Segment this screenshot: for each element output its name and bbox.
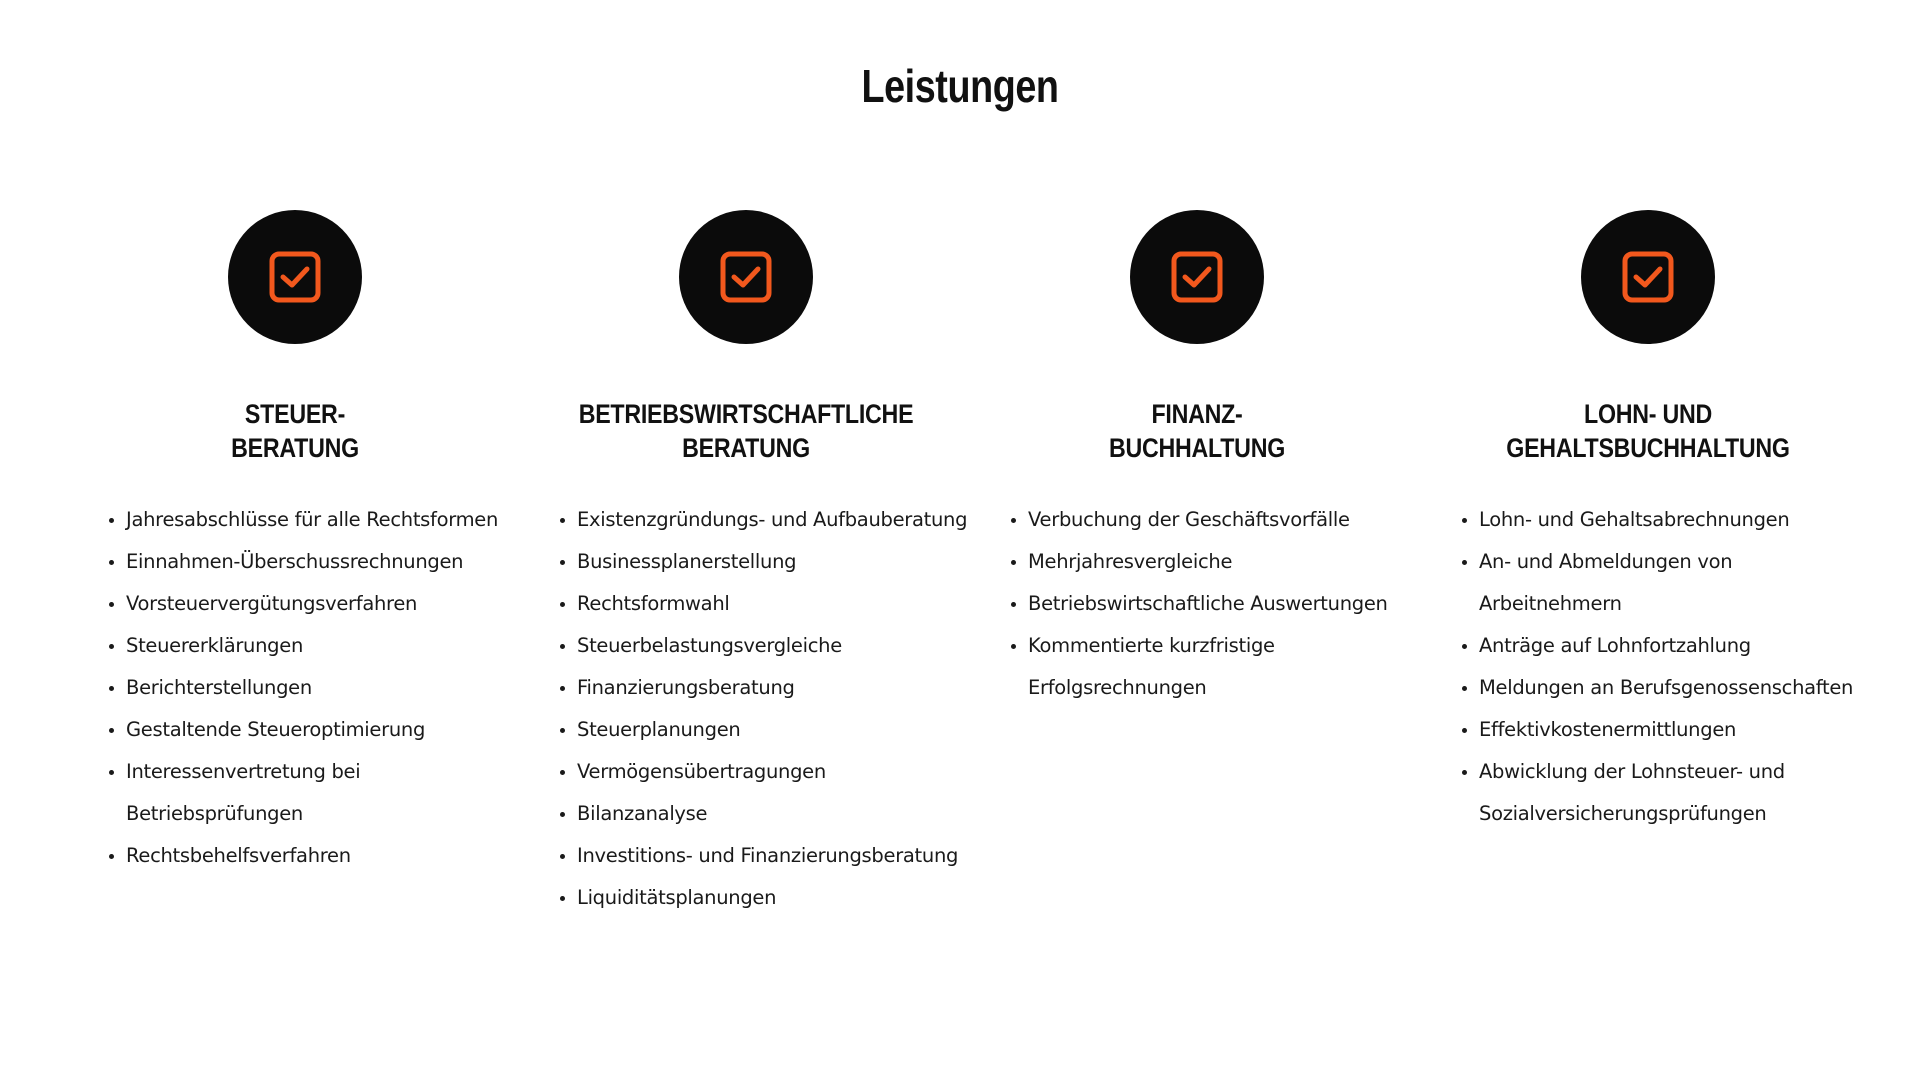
list-item: • Lohn- und Gehaltsabrechnungen <box>1479 499 1879 541</box>
list-item: • Jahresabschlüsse für alle Rechtsformen <box>126 499 526 541</box>
list-item: • Steuererklärungen <box>126 625 526 667</box>
list-item: • Steuerplanungen <box>577 709 977 751</box>
checkbox-checked-icon <box>267 249 323 305</box>
checkbox-checked-icon <box>1169 249 1225 305</box>
service-title <box>967 397 1427 465</box>
list-item: • Steuerbelastungsvergleiche <box>577 625 977 667</box>
list-item: • Existenzgründungs- und Aufbauberatung <box>577 499 977 541</box>
list-item: • Vorsteuervergütungsverfahren <box>126 583 526 625</box>
service-list <box>1009 499 1428 709</box>
service-icon-badge <box>679 210 813 344</box>
list-item: • Finanzierungsberatung <box>577 667 977 709</box>
list-item: • Verbuchung der Geschäftsvorfälle <box>1028 499 1428 541</box>
checkbox-checked-icon <box>718 249 774 305</box>
list-item: • Liquiditätsplanungen <box>577 877 977 919</box>
service-title-line: BERATUNG <box>682 433 810 463</box>
service-title-line: GEHALTSBUCHHALTUNG <box>1506 433 1790 463</box>
service-list <box>1460 499 1879 835</box>
list-item: • Gestaltende Steueroptimierung <box>126 709 526 751</box>
list-item: • An- und Abmeldungen von Arbeitnehmern <box>1479 541 1879 625</box>
service-list <box>107 499 526 877</box>
list-item: • Bilanzanalyse <box>577 793 977 835</box>
service-icon-badge <box>1130 210 1264 344</box>
list-item: • Vermögensübertragungen <box>577 751 977 793</box>
list-item: • Betriebswirtschaftliche Auswertungen <box>1028 583 1428 625</box>
list-item: • Berichterstellungen <box>126 667 526 709</box>
service-icon-badge <box>1581 210 1715 344</box>
list-item: • Businessplanerstellung <box>577 541 977 583</box>
service-title <box>65 397 525 465</box>
list-item: • Anträge auf Lohnfortzahlung <box>1479 625 1879 667</box>
service-title <box>1418 397 1878 465</box>
list-item: • Einnahmen-Überschussrechnungen <box>126 541 526 583</box>
service-list <box>558 499 977 919</box>
service-icon-badge <box>228 210 362 344</box>
service-title-line: BETRIEBSWIRTSCHAFTLICHE <box>578 399 914 429</box>
checkbox-checked-icon <box>1620 249 1676 305</box>
service-title-line: STEUER- <box>244 399 346 429</box>
service-title-line: BUCHHALTUNG <box>1108 433 1286 463</box>
list-item: • Kommentierte kurzfristige Erfolgsrechnungen <box>1028 625 1428 709</box>
service-title-line: LOHN- UND <box>1584 399 1712 429</box>
list-item: • Interessenvertretung bei Betriebsprüfungen <box>126 751 526 835</box>
list-item: • Effektivkostenermittlungen <box>1479 709 1879 751</box>
list-item: • Mehrjahresvergleiche <box>1028 541 1428 583</box>
service-title <box>516 397 976 465</box>
list-item: • Rechtsformwahl <box>577 583 977 625</box>
list-item: • Meldungen an Berufsgenossenschaften <box>1479 667 1879 709</box>
list-item: • Abwicklung der Lohnsteuer- und Sozialversicherungsprüfungen <box>1479 751 1879 835</box>
service-title-line: FINANZ- <box>1151 399 1243 429</box>
page-title: Leistungen <box>861 60 1059 112</box>
service-title-line: BERATUNG <box>231 433 359 463</box>
list-item: • Investitions- und Finanzierungsberatung <box>577 835 977 877</box>
list-item: • Rechtsbehelfsverfahren <box>126 835 526 877</box>
